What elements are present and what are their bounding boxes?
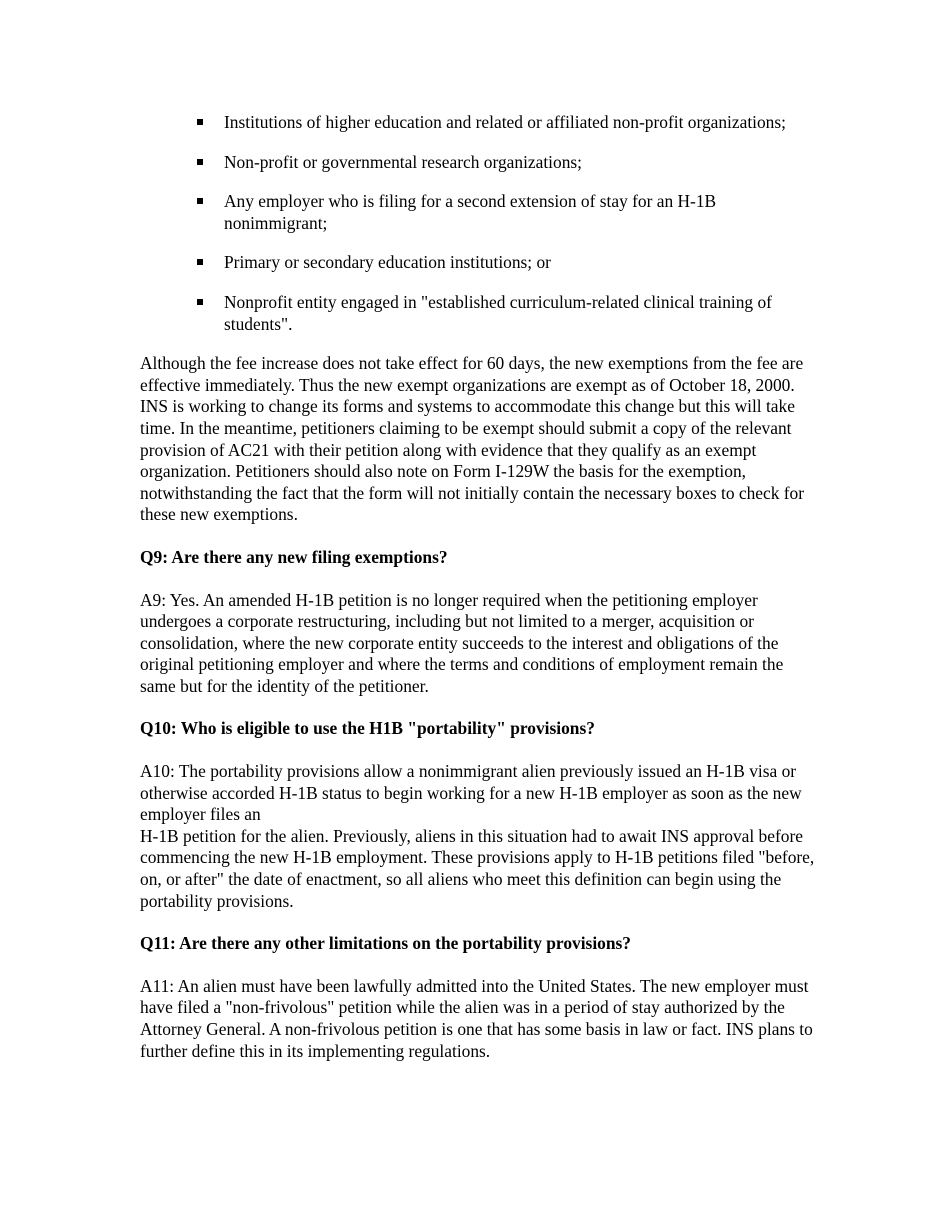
square-bullet-icon <box>197 159 203 165</box>
square-bullet-icon <box>197 259 203 265</box>
list-item <box>196 112 820 134</box>
list-item-text: Nonprofit entity engaged in "established curriculum-related clinical training of students". <box>224 291 772 334</box>
fee-exemption-paragraph: Although the fee increase does not take effect for 60 days, the new exemptions from the fee are effective immediately. Thus the new exempt organizations are exempt as of October 18, 2000. INS is working to change its forms and systems to accommodate this change but this will take time. In the meantime, petitioners claiming to be exempt should submit a copy of the relevant provision of AC21 with their petition along with evidence that they qualify as an exempt organization. Petitioners should also note on Form I-129W the basis for the exemption, notwithstanding the fact that the form will not initially contain the necessary boxes to check for these new exemptions. <box>140 353 805 525</box>
exempt-organizations-list <box>196 112 820 335</box>
square-bullet-icon <box>197 198 203 204</box>
list-item-text: Any employer who is filing for a second extension of stay for an H-1B nonimmigrant; <box>224 191 717 233</box>
document-page <box>140 112 820 1083</box>
q9-heading: Q9: Are there any new filing exemptions? <box>140 546 448 567</box>
square-bullet-icon <box>197 119 203 125</box>
q10-answer-part2: H-1B petition for the alien. Previously, aliens in this situation had to await INS approval before commencing the new H-1B employment. These provisions apply to H-1B petitions filed "before, on, or after" the date of enactment, so all aliens who meet this definition can begin using the portability provisions. <box>140 825 815 911</box>
list-item-text: Primary or secondary education institutions; or <box>224 252 551 273</box>
list-item <box>196 191 820 234</box>
square-bullet-icon <box>197 299 203 305</box>
list-item <box>196 252 820 274</box>
q9-answer: A9: Yes. An amended H-1B petition is no longer required when the petitioning employer undergoes a corporate restructuring, including but not limited to a merger, acquisition or consolidation, where the new corporate entity succeeds to the interest and obligations of the original petitioning employer and where the terms and conditions of employment remain the same but for the identity of the petitioner. <box>140 589 784 696</box>
list-item <box>196 292 820 335</box>
q11-heading: Q11: Are there any other limitations on the portability provisions? <box>140 933 631 954</box>
q10-answer-part1: A10: The portability provisions allow a nonimmigrant alien previously issued an H-1B visa or otherwise accorded H-1B status to begin working for a new H-1B employer as soon as the new employer files an <box>140 761 802 825</box>
q10-answer <box>140 761 820 912</box>
q11-answer: A11: An alien must have been lawfully admitted into the United States. The new employer must have filed a "non-frivolous" petition while the alien was in a period of stay authorized by the Attorney General. A non-frivolous petition is one that has some basis in law or fact. INS plans to further define this in its implementing regulations. <box>140 975 813 1061</box>
list-item-text: Non-profit or governmental research organizations; <box>224 151 582 172</box>
q10-heading: Q10: Who is eligible to use the H1B "portability" provisions? <box>140 718 595 739</box>
list-item <box>196 152 820 174</box>
list-item-text: Institutions of higher education and related or affiliated non-profit organizations; <box>224 112 786 132</box>
